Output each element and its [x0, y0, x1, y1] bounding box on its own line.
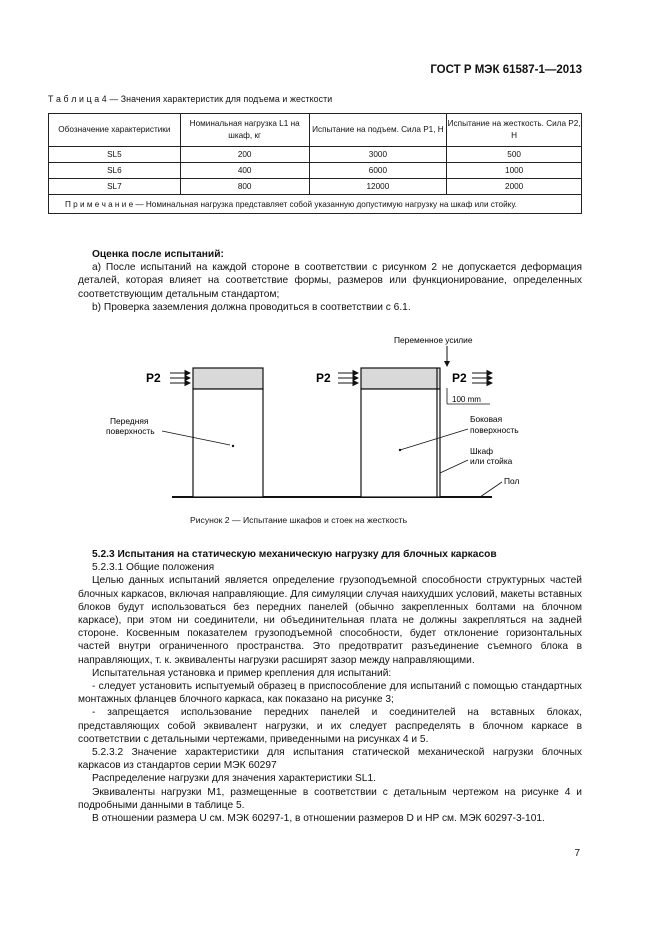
table-cell: SL5: [49, 147, 181, 163]
paragraph: Испытательная установка и пример крепления для испытаний:: [92, 667, 392, 679]
document-code: ГОСТ Р МЭК 61587-1—2013: [430, 64, 582, 76]
paragraph: Целью данных испытаний является определение грузоподъемной способности структурных частей блочных каркасов, включая направляющие. Для симуляции случая наихудших условий, макеты вставных блоков будут использоваться без передних панелей (обычно закрепленных болтами на блочном каркасе), при этом ни соединители, ни объединительная плата не должны закрепляться на задней стороне. Косвенным показателем грузоподъемной способности, будет отклонение горизонтальных частей внутри ограниченного пространства. Это предотвратит разъединение съемного блока в направляющих, т. к. эквиваленты нагрузки расширят зазор между направляющими.: [78, 575, 582, 666]
assessment-item-a: a) После испытаний на каждой стороне в соответствии с рисунком 2 не допускается деформация деталей, которая влияет на соответствие формы, размеров или функционирование, определенных соответствующим детальным стандартом;: [78, 262, 582, 300]
force-label-left: P2: [146, 371, 161, 385]
table-cell: 12000: [309, 179, 447, 195]
table-row: [49, 163, 582, 179]
figure-caption: Рисунок 2 — Испытание шкафов и стоек на жесткость: [190, 515, 408, 525]
label-cabinet-2: или стойка: [470, 456, 513, 466]
leader-cabinet: [440, 460, 468, 473]
table-cell: 3000: [309, 147, 447, 163]
table-cell: 200: [180, 147, 309, 163]
table-row: [49, 147, 582, 163]
table-cell: 800: [180, 179, 309, 195]
arrows-right: [472, 373, 492, 383]
table-note: П р и м е ч а н и е — Номинальная нагрузка представляет собой указанную допустимую нагрузку на шкаф или стойку.: [49, 195, 582, 214]
column-header: Испытание на подъем. Сила P1, H: [309, 114, 447, 147]
force-label-middle: P2: [316, 371, 331, 385]
table-4: [48, 113, 582, 214]
cabinet-side: [361, 368, 440, 497]
label-side-1: Боковая: [470, 414, 503, 424]
table-cell: 6000: [309, 163, 447, 179]
table-cell: SL7: [49, 179, 181, 195]
subsection-5-2-3-2: 5.2.3.2 Значение характеристики для испытания статической механической нагрузки блочных каркасов из стандартов серии МЭК 60297: [78, 747, 582, 772]
table-cell: 500: [447, 147, 582, 163]
table-cell: SL6: [49, 163, 181, 179]
cabinet-front: [193, 368, 263, 497]
column-header: Обозначение характеристики: [49, 114, 181, 147]
column-header: Номинальная нагрузка L1 на шкаф, кг: [180, 114, 309, 147]
label-floor: Пол: [504, 476, 520, 486]
paragraph: - запрещается использование передних панелей и соединителей на вставных блоках, представляющих собой эквивалент нагрузки, и их следует распределять в блочном каркасе в соответствии с детальными чертежами, приведенными на рисунках 4 и 5.: [78, 707, 582, 745]
table-cell: 1000: [447, 163, 582, 179]
label-front-2: поверхность: [106, 426, 155, 436]
paragraph: - следует установить испытуемый образец в приспособление для испытаний с помощью стандартных монтажных фланцев блочного каркаса, как показано на рисунке 3;: [78, 681, 582, 706]
table-note-row: [49, 195, 582, 214]
label-front-1: Передняя: [110, 416, 149, 426]
dimension-100mm: 100 mm: [452, 395, 481, 404]
assessment-item-b: b) Проверка заземления должна проводиться в соответствии с 6.1.: [92, 301, 411, 313]
section-title: 5.2.3 Испытания на статическую механическую нагрузку для блочных каркасов: [92, 549, 497, 560]
subsection-5-2-3-1: 5.2.3.1 Общие положения: [92, 562, 215, 574]
table-cell: 2000: [447, 179, 582, 195]
table-header-row: [49, 114, 582, 147]
table-row: [49, 179, 582, 195]
label-cabinet-1: Шкаф: [470, 446, 494, 456]
label-variable-force: Переменное усилие: [394, 335, 473, 345]
column-header: Испытание на жесткость. Сила P2, H: [447, 114, 582, 147]
force-label-right: P2: [452, 371, 467, 385]
figure-2: [100, 330, 580, 510]
section-5-2-3: [78, 548, 582, 825]
arrows-left: [170, 373, 190, 383]
table-caption: Т а б л и ц а 4 — Значения характеристик для подъема и жесткости: [48, 94, 333, 104]
paragraph: В отношении размера U см. МЭК 60297-1, в отношении размеров D и HP см. МЭК 60297-3-101.: [92, 813, 545, 825]
assessment-block: [78, 248, 582, 314]
arrows-middle: [338, 373, 358, 383]
paragraph: Распределение нагрузки для значения характеристики SL1.: [92, 773, 376, 785]
paragraph: Эквиваленты нагрузки М1, размещенные в соответствии с детальным чертежом на рисунке 4 и подробными данными в таблице 5.: [78, 786, 582, 811]
label-side-2: поверхность: [470, 425, 519, 435]
table-cell: 400: [180, 163, 309, 179]
page-number: 7: [574, 848, 580, 859]
leader-floor: [480, 482, 502, 497]
assessment-title: Оценка после испытаний:: [92, 249, 224, 260]
